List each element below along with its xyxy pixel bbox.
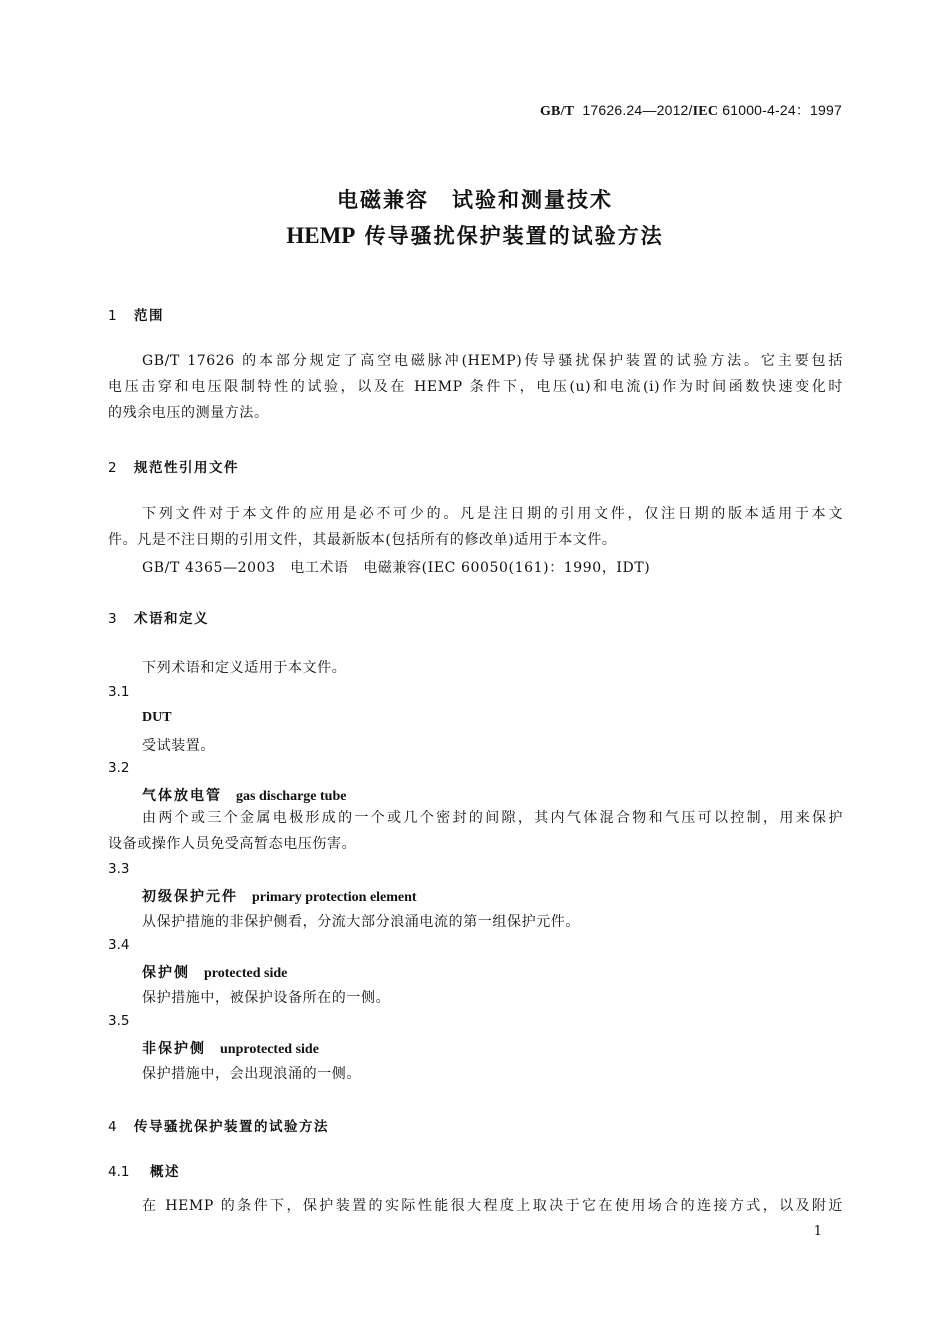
- page-number: 1: [813, 1224, 822, 1239]
- term-3-2-en: gas discharge tube: [236, 789, 347, 804]
- subsection-4-1-line-1: 在 HEMP 的条件下，保护装置的实际性能很大程度上取决于它在使用场合的连接方式，以及附近: [142, 1198, 843, 1214]
- section-4-number: 4: [108, 1119, 117, 1135]
- section-1-line-3: 的残余电压的测量方法。: [108, 405, 269, 421]
- title-line-2-cn: 传导骚扰保护装置的试验方法: [364, 224, 664, 248]
- title-line-1: 电磁兼容 试验和测量技术: [337, 188, 613, 212]
- term-3-3-definition: 从保护措施的非保护侧看，分流大部分浪涌电流的第一组保护元件。: [142, 914, 580, 930]
- section-3-heading: [108, 607, 209, 627]
- term-3-3: [142, 886, 417, 906]
- section-4-heading: [108, 1115, 329, 1135]
- term-3-2-definition-line-1: 由两个或三个金属电极形成的一个或几个密封的间隙，其内气体混合物和气压可以控制，用来保护: [142, 810, 843, 826]
- iec-number: 61000-4-24：1997: [722, 102, 842, 118]
- term-3-4: [142, 962, 287, 982]
- section-1-number: 1: [108, 308, 117, 324]
- term-3-4-definition: 保护措施中，被保护设备所在的一侧。: [142, 990, 391, 1006]
- title-line-2-en: HEMP: [286, 223, 356, 248]
- term-3-3-en: primary protection element: [252, 890, 417, 905]
- section-2-heading: [108, 456, 239, 476]
- term-3-5-number: 3.5: [108, 1013, 130, 1029]
- subsection-4-1-number: 4.1: [108, 1164, 130, 1180]
- section-2-line-1: 下列文件对于本文件的应用是必不可少的。凡是注日期的引用文件，仅注日期的版本适用于本文: [142, 506, 843, 522]
- term-3-3-number: 3.3: [108, 861, 130, 877]
- std-prefix: GB/T: [539, 104, 575, 119]
- section-1-line-2: 电压击穿和电压限制特性的试验，以及在 HEMP 条件下，电压(u)和电流(i)作为时间函数快速变化时: [108, 379, 843, 395]
- normative-reference: GB/T 4365—2003 电工术语 电磁兼容(IEC 60050(161)：1990，IDT): [142, 560, 651, 576]
- term-3-1-number: 3.1: [108, 684, 130, 700]
- term-3-2: [142, 785, 346, 805]
- term-3-4-cn: 保护侧: [142, 965, 190, 981]
- term-3-5-cn: 非保护侧: [142, 1041, 206, 1057]
- iec-prefix: IEC: [692, 104, 719, 119]
- term-3-1-definition: 受试装置。: [142, 738, 215, 754]
- section-1-line-1: GB/T 17626 的本部分规定了高空电磁脉冲(HEMP)传导骚扰保护装置的试验方法。它主要包括: [142, 353, 843, 369]
- term-3-2-definition-line-2: 设备或操作人员免受高暂态电压伤害。: [108, 836, 357, 852]
- term-3-4-en: protected side: [204, 966, 288, 981]
- section-1-heading: [108, 304, 164, 324]
- term-3-2-number: 3.2: [108, 760, 130, 776]
- section-3-title: 术语和定义: [134, 611, 209, 627]
- term-3-5-definition: 保护措施中，会出现浪涌的一侧。: [142, 1066, 361, 1082]
- term-3-4-number: 3.4: [108, 937, 130, 953]
- std-number: 17626.24—2012/: [582, 102, 693, 118]
- section-2-title: 规范性引用文件: [134, 460, 239, 476]
- section-1-title: 范围: [134, 308, 164, 324]
- section-3-number: 3: [108, 611, 117, 627]
- term-3-1: [142, 709, 172, 726]
- subsection-4-1-title: 概述: [150, 1164, 180, 1180]
- section-4-title: 传导骚扰保护装置的试验方法: [134, 1119, 329, 1135]
- subsection-4-1-heading: [108, 1160, 180, 1180]
- section-2-number: 2: [108, 460, 117, 476]
- term-3-3-cn: 初级保护元件: [142, 889, 238, 905]
- section-3-intro: 下列术语和定义适用于本文件。: [142, 660, 347, 676]
- term-3-5-en: unprotected side: [220, 1042, 319, 1057]
- section-2-line-2: 件。凡是不注日期的引用文件，其最新版本(包括所有的修改单)适用于本文件。: [108, 532, 617, 548]
- term-3-1-en: DUT: [142, 710, 172, 725]
- standard-header: [540, 100, 842, 120]
- title-line-2: [0, 220, 950, 250]
- term-3-5: [142, 1038, 319, 1058]
- term-3-2-cn: 气体放电管: [142, 788, 222, 804]
